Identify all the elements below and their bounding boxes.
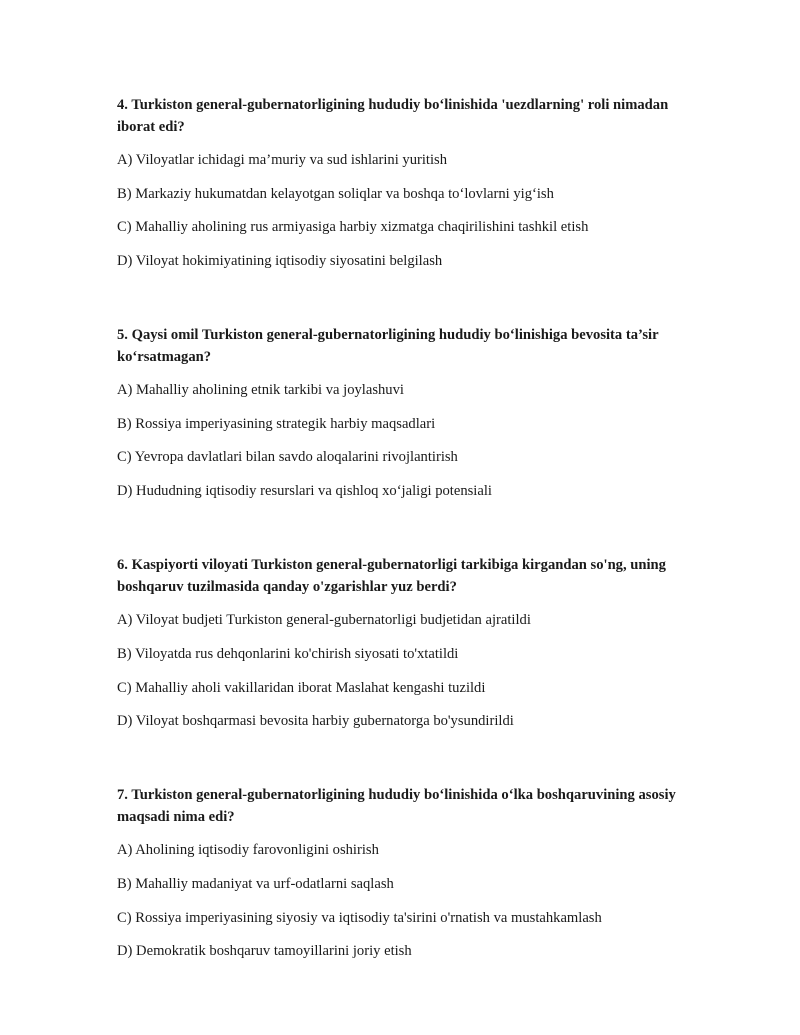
answer-option-d: D) Hududning iqtisodiy resurslari va qishloq xo‘jaligi potensiali (117, 483, 492, 500)
question-text: 7. Turkiston general-gubernatorligining hududiy bo‘linishida o‘lka boshqaruvining asosiy maqsadi nima edi? (117, 787, 676, 826)
answer-option-b: B) Rossiya imperiyasining strategik harbiy maqsadlari (117, 415, 436, 432)
answer-option-c: C) Rossiya imperiyasining siyosiy va iqtisodiy ta'sirini o'rnatish va mustahkamlash (117, 909, 602, 926)
answer-option-a: A) Mahalliy aholining etnik tarkibi va joylashuvi (117, 382, 404, 399)
answer-option-d: D) Viloyat boshqarmasi bevosita harbiy gubernatorga bo'ysundirildi (117, 713, 514, 730)
answer-option-c: C) Yevropa davlatlari bilan savdo aloqalarini rivojlantirish (117, 449, 458, 466)
answer-option-b: B) Viloyatda rus dehqonlarini ko'chirish siyosati to'xtatildi (117, 645, 459, 662)
answer-option-c: C) Mahalliy aholining rus armiyasiga harbiy xizmatga chaqirilishini tashkil etish (117, 219, 589, 236)
question-4 (117, 94, 697, 272)
answer-option-a: A) Viloyatlar ichidagi ma’muriy va sud ishlarini yuritish (117, 152, 447, 168)
answer-option-d: D) Viloyat hokimiyatining iqtisodiy siyosatini belgilash (117, 253, 443, 270)
question-7 (117, 784, 697, 962)
answer-option-a: A) Aholining iqtisodiy farovonligini oshirish (117, 842, 379, 859)
question-text: 6. Kaspiyorti viloyati Turkiston general-gubernatorligi tarkibiga kirgandan so'ng, uning boshqaruv tuzilmasida qanday o'zgarishlar yuz berdi? (117, 557, 666, 596)
question-5 (117, 324, 697, 502)
question-list (117, 94, 697, 962)
answer-option-b: B) Markaziy hukumatdan kelayotgan soliqlar va boshqa to‘lovlarni yig‘ish (117, 185, 554, 202)
question-text: 4. Turkiston general-gubernatorligining hududiy bo‘linishida 'uezdlarning' roli nimadan iborat edi? (117, 97, 669, 135)
question-6 (117, 554, 697, 732)
answer-option-b: B) Mahalliy madaniyat va urf-odatlarni saqlash (117, 875, 394, 892)
answer-option-c: C) Mahalliy aholi vakillaridan iborat Maslahat kengashi tuzildi (117, 679, 486, 696)
question-text: 5. Qaysi omil Turkiston general-gubernatorligining hududiy bo‘linishiga bevosita ta’sir ko‘rsatmagan? (117, 327, 659, 366)
answer-option-a: A) Viloyat budjeti Turkiston general-gubernatorligi budjetidan ajratildi (117, 612, 531, 629)
answer-option-d: D) Demokratik boshqaruv tamoyillarini joriy etish (117, 943, 412, 960)
